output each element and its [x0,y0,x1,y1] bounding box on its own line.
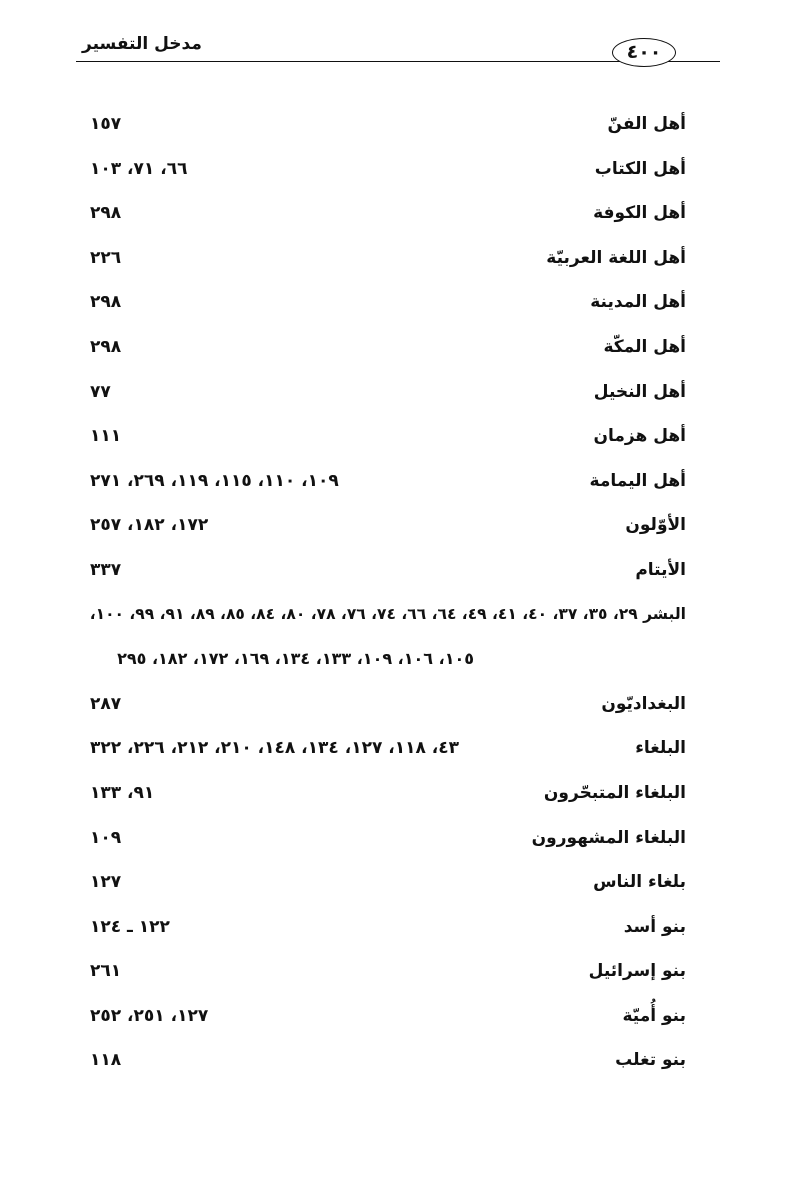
index-pages: ١٠٩ [90,827,122,848]
index-pages: ٩١، ١٣٣ [90,782,155,803]
index-entry [82,374,686,419]
index-entry [82,284,686,329]
page-header [76,28,720,68]
index-term: البغداديّون [601,693,686,714]
index-entry [82,507,686,552]
index-pages: ٢٩٨ [90,336,122,357]
index-entry [82,909,686,954]
index-entry [82,686,686,731]
index-entry-long [82,597,686,642]
index-term: أهل اللغة العربيّة [546,247,686,268]
index-pages: ١٧٢، ١٨٢، ٢٥٧ [90,515,209,536]
index-pages: ١٢٧، ٢٥١، ٢٥٢ [90,1005,209,1026]
index-entry [82,730,686,775]
index-pages: ٦٦، ٧١، ١٠٣ [90,158,188,179]
index-term: أهل الكتاب [594,158,686,179]
index-pages: ١٥٧ [90,114,122,134]
index-term: أهل الكوفة [593,203,686,224]
index-pages: ٢٦١ [90,961,122,982]
index-pages: ١٢٢ ـ ١٢٤ [90,916,170,937]
index-term: أهل هزمان [593,426,686,447]
index-term: البلغاء المشهورون [531,827,686,848]
index-list [82,106,686,1087]
index-pages: ١١١ [90,426,122,447]
index-pages: ٢٩٨ [90,292,122,313]
index-pages: ٧٧ [90,381,111,402]
index-entry [82,106,686,151]
index-term: الأيتام [635,559,686,580]
index-pages: ١٠٩، ١١٠، ١١٥، ١١٩، ٢٦٩، ٢٧١ [90,470,339,491]
index-term: أهل اليمامة [589,470,686,491]
index-entry [82,329,686,374]
index-pages: ٤٣، ١١٨، ١٢٧، ١٣٤، ١٤٨، ٢١٠، ٢١٢، ٢٢٦، ٣٢٢ [90,738,460,759]
index-entry [82,240,686,285]
index-entry [82,820,686,865]
index-pages: ٢٢٦ [90,247,122,268]
index-pages: ٢٩٨ [90,203,122,224]
index-pages: ١٢٧ [90,872,122,893]
index-entry [82,1042,686,1087]
index-term: أهل الفنّ [607,114,686,134]
index-entry [82,151,686,196]
index-pages: ٢٨٧ [90,693,122,714]
index-entry [82,953,686,998]
index-term: أهل النخيل [593,381,686,402]
index-term: بنو أُميّة [622,1005,686,1026]
index-term: بلغاء الناس [593,872,686,893]
index-term: الأوّلون [625,515,686,536]
index-entry [82,418,686,463]
index-entry [82,463,686,508]
index-entry [82,195,686,240]
index-entry [82,998,686,1043]
page-number: ٤٠٠ [612,38,676,67]
index-entry [82,552,686,597]
index-pages: ١١٨ [90,1050,122,1071]
index-term: بنو إسرائيل [588,961,686,982]
index-term: البلغاء المتبحّرون [543,782,686,803]
index-pages: ٣٣٧ [90,559,122,580]
index-entry [82,775,686,820]
index-term: البشر ٢٩، ٣٥، ٣٧، ٤٠، ٤١، ٤٩، ٦٤، ٦٦، ٧٤، ٧٦، ٧٨، ٨٠، ٨٤، ٨٥، ٨٩، ٩١، ٩٩، ١٠٠، [89,604,686,623]
index-entry-continuation [82,641,686,686]
index-term: أهل المكّة [603,336,686,357]
index-entry [82,864,686,909]
index-term-continuation: ١٠٥، ١٠٦، ١٠٩، ١٣٣، ١٣٤، ١٦٩، ١٧٢، ١٨٢، ٢٩٥ [117,649,474,669]
index-term: بنو أسد [623,916,686,937]
index-term: بنو تغلب [615,1050,686,1071]
index-term: البلغاء [635,738,686,759]
running-title: مدخل التفسير [82,34,202,54]
index-term: أهل المدينة [590,292,686,313]
